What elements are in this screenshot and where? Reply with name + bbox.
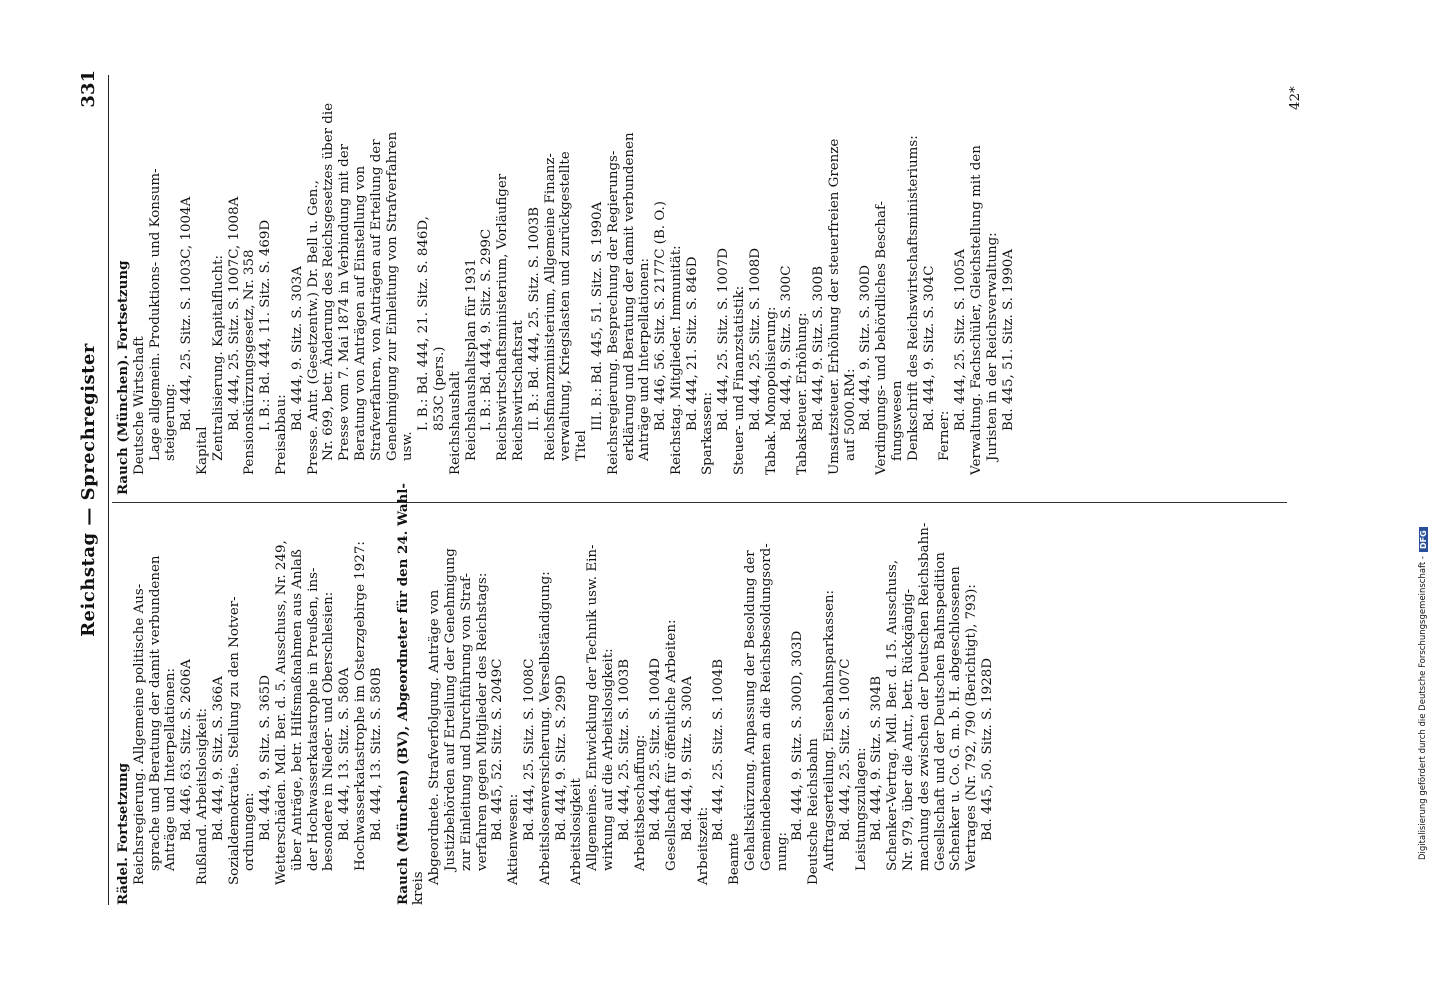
register-line: Bd. 446, 56. Sitz. S. 2177C (B. O.) xyxy=(653,201,669,431)
register-line: II. B.: Bd. 444, 25. Sitz. S. 1003B xyxy=(526,206,542,431)
register-line: Reichshaushaltsplan für 1931 xyxy=(463,258,479,461)
register-line: Reichswirtschaftsrat xyxy=(510,320,526,461)
register-line: Nr. 699, betr. Änderung des Reichsgesetzes über die xyxy=(321,102,337,461)
register-line: Reichsregierung. Besprechung der Regierungs- xyxy=(605,150,621,475)
register-line: Titel xyxy=(574,430,590,461)
register-line: Bd. 444, 25. Sitz. S. 1007C, 1008A xyxy=(226,196,242,431)
register-line: Bd. 444, 9. Sitz. S. 300B xyxy=(811,265,827,431)
register-line: Juristen in der Reichsverwaltung: xyxy=(984,232,1000,461)
register-line: Bd. 444, 9. Sitz. S. 300A xyxy=(679,676,695,841)
register-line: Schenker-Vertrag. Mdl. Ber. d. 15. Ausschuss, xyxy=(885,559,901,871)
register-line: Bd. 444, 25. Sitz. S. 1008C xyxy=(521,658,537,841)
register-line: Bd. 444, 25. Sitz. S. 1003C, 1004A xyxy=(179,196,195,431)
register-line: Denkschrift des Reichswirtschaftsministeriums: xyxy=(905,135,921,461)
register-line: besondere in Nieder- und Oberschlesien: xyxy=(321,591,337,871)
digitization-note xyxy=(1416,160,1430,860)
register-line: Nr. 979, über die Antr., betr. Rückgängig- xyxy=(901,588,917,871)
register-line: Bd. 444, 9. Sitz. S. 366A xyxy=(210,676,226,841)
register-line: Arbeitszeit: xyxy=(695,806,711,885)
register-line: Bd. 444, 25. Sitz. S. 1007D xyxy=(716,248,732,431)
register-line: Gesellschaft und der Deutschen Bahnspedition xyxy=(932,552,948,871)
register-line: Bd. 445, 51. Sitz. S. 1990A xyxy=(1000,249,1016,431)
register-line: sprache und Beratung der damit verbundenen xyxy=(147,555,163,871)
register-line: Anträge und Interpellationen: xyxy=(637,258,653,461)
register-line: machung des zwischen der Deutschen Reichsbahn- xyxy=(916,522,932,871)
register-line: Zentralisierung. Kapitalflucht: xyxy=(210,254,226,461)
register-line: erklärung und Beratung der damit verbundenen xyxy=(621,132,637,461)
register-line: nung: xyxy=(774,832,790,871)
register-line: Presse. Antr. (Gesetzentw.) Dr. Bell u. Gen., xyxy=(305,180,321,475)
register-line: Aktienwesen: xyxy=(506,793,522,885)
register-line: Reichsfinanzministerium, Allgemeine Finanz- xyxy=(542,153,558,461)
register-line: verfahren gegen Mitglieder des Reichstags: xyxy=(474,572,490,871)
left-column xyxy=(115,483,996,905)
register-line: Schenker u. Co. G. m. b. H. abgeschlossenen xyxy=(948,566,964,871)
page-header xyxy=(78,70,108,910)
register-line: Beamte xyxy=(727,833,743,885)
register-line: Umsatzsteuer. Erhöhung der steuerfreien Grenze xyxy=(826,138,842,475)
register-line: Rauch (München). Fortsetzung xyxy=(115,260,131,495)
right-column xyxy=(116,75,1016,495)
register-line: über Anträge, betr. Hilfsmaßnahmen aus Anlaß xyxy=(289,549,305,871)
register-line: fungswesen xyxy=(890,380,906,461)
register-line: Bd. 444, 21. Sitz. S. 846D xyxy=(684,256,700,431)
register-line: Bd. 444, 13. Sitz. S. 580B xyxy=(368,667,384,841)
register-line: auf 5000.RM: xyxy=(842,368,858,461)
register-line: kreis xyxy=(411,871,427,905)
register-line: Beratung von Anträgen auf Einstellung von xyxy=(352,165,368,461)
page-number: 331 xyxy=(78,70,99,108)
register-line: Bd. 444, 9. Sitz. S. 304C xyxy=(921,265,937,431)
register-line: usw. xyxy=(400,431,416,461)
register-line: Bd. 444, 25. Sitz. S. 1003B xyxy=(616,658,632,841)
register-line: Gesellschaft für öffentliche Arbeiten: xyxy=(664,619,680,871)
page-title: Reichstag — Sprechregister xyxy=(78,343,99,637)
register-line: III. B.: Bd. 445, 51. Sitz. S. 1990A xyxy=(589,201,605,431)
register-line: Sozialdemokratie. Stellung zu den Notver- xyxy=(226,596,242,885)
register-line: zur Einleitung und Durchführung von Straf- xyxy=(458,572,474,871)
register-line: Reichsregierung. Allgemeine politische Aus- xyxy=(131,583,147,885)
register-line: Bd. 444, 9. Sitz. S. 300C xyxy=(779,265,795,431)
register-line: Arbeitsbeschaffung: xyxy=(632,734,648,871)
register-line: Bd. 446, 63. Sitz. S. 2606A xyxy=(179,659,195,841)
register-line: der Hochwasserkatastrophe in Preußen, ins- xyxy=(305,567,321,871)
register-line: Bd. 444, 25. Sitz. S. 1004B xyxy=(711,658,727,841)
register-line: Deutsche Wirtschaft xyxy=(131,336,147,475)
register-line: Lage allgemein. Produktions- und Konsum- xyxy=(147,168,163,461)
register-line: Reichswirtschaftsministerium, Vorläufiger xyxy=(495,173,511,461)
register-line: verwaltung, Kriegslasten und zurückgestellte xyxy=(558,151,574,461)
register-line: Tabaksteuer. Erhöhung: xyxy=(795,312,811,475)
register-line: Bd. 444, 9. Sitz. S. 304B xyxy=(869,675,885,841)
register-line: Bd. 444, 13. Sitz. S. 580A xyxy=(337,667,353,841)
register-line: Anträge und Interpellationen: xyxy=(163,668,179,871)
register-line: Bd. 444, 9. Sitz. S. 300D xyxy=(858,265,874,431)
register-line: Bd. 444, 9. Sitz. S. 299D xyxy=(553,675,569,841)
register-line: Reichshaushalt xyxy=(447,371,463,475)
register-line: Bd. 444, 9. Sitz. S. 365D xyxy=(258,675,274,841)
register-line: Gemeindebeamten an die Reichsbesoldungsord- xyxy=(758,543,774,871)
register-line: 853C (pers.) xyxy=(431,346,447,431)
register-line: Hochwasserkatastrophe im Osterzgebirge 1927: xyxy=(352,541,368,871)
register-line: Preisabbau: xyxy=(273,394,289,475)
register-line: Bd. 445, 50. Sitz. S. 1928D xyxy=(980,658,996,841)
register-line: ordnungen: xyxy=(242,792,258,871)
register-line: Vertrages (Nr. 792, 790 (Berichtigt), 793): xyxy=(964,584,980,871)
register-line: Wetterschäden. Mdl. Ber. d. 5. Ausschuss, Nr. 249, xyxy=(273,540,289,885)
register-line: Verdingungs- und behördliches Beschaf- xyxy=(874,200,890,475)
register-line: Justizbehörden auf Erteilung der Genehmigung xyxy=(442,548,458,871)
register-line: Auftragserteilung. Eisenbahnsparkassen: xyxy=(822,589,838,871)
register-line: Leistungszulagen: xyxy=(853,747,869,871)
register-line: Rädel. Fortsetzung xyxy=(115,762,131,905)
register-line: Genehmigung zur Einleitung von Strafverfahren xyxy=(384,131,400,461)
register-line: Kapital xyxy=(194,426,210,475)
register-line: Sparkassen: xyxy=(700,391,716,475)
register-line: steigerung: xyxy=(163,383,179,461)
register-line: I. B.: Bd. 444, 21. Sitz. S. 846D, xyxy=(416,216,432,431)
register-line: wirkung auf die Arbeitslosigkeit: xyxy=(600,648,616,871)
signature-mark: 42* xyxy=(1288,86,1303,110)
digitization-text: Digitalisierung gefördert durch die Deutsche Forschungsgemeinschaft - xyxy=(1418,556,1428,860)
register-line: Gehaltskürzung. Anpassung der Besoldung der xyxy=(743,550,759,871)
register-line: Pensionskürzungsgesetz, Nr. 358 xyxy=(242,249,258,475)
register-line: Bd. 444, 25. Sitz. S. 1008D xyxy=(747,248,763,431)
spacer xyxy=(385,487,396,905)
register-line: Bd. 444, 25. Sitz. S. 1007C xyxy=(837,658,853,841)
register-line: Arbeitslosigkeit xyxy=(569,778,585,885)
register-line: Bd. 445, 52. Sitz. S. 2049C xyxy=(490,658,506,841)
register-line: Reichstag. Mitglieder. Immunität: xyxy=(668,245,684,475)
register-line: Bd. 444, 9. Sitz. S. 300D, 303D xyxy=(790,630,806,841)
register-line: Presse vom 7. Mai 1874 in Verbindung mit der xyxy=(337,143,353,461)
header-rule xyxy=(108,75,109,905)
register-line: Tabak. Monopolisierung: xyxy=(763,306,779,475)
register-line: Allgemeines. Entwicklung der Technik usw. Ein- xyxy=(585,544,601,871)
register-line: Deutsche Reichsbahn xyxy=(806,738,822,885)
register-line: Rauch (München) (BV), Abgeordneter für den 24. Wahl- xyxy=(394,483,411,905)
dfg-logo: DFG xyxy=(1419,527,1428,552)
register-line: Ferner: xyxy=(937,410,953,461)
register-line: Verwaltung. Fachschüler, Gleichstellung mit den xyxy=(969,145,985,475)
register-line: Abgeordnete. Strafverfolgung. Anträge von xyxy=(427,589,443,885)
register-line: Bd. 444, 25. Sitz. S. 1005A xyxy=(953,249,969,431)
register-line: Arbeitslosenversicherung. Verselbständigung: xyxy=(537,571,553,885)
register-line: Strafverfahren, von Anträgen auf Erteilung der xyxy=(368,139,384,461)
register-line: Steuer- und Finanzstatistik: xyxy=(732,285,748,475)
register-line: Rußland. Arbeitslosigkeit: xyxy=(194,707,210,885)
register-line: I. B.: Bd. 444, 9. Sitz. S. 299C xyxy=(479,228,495,431)
register-line: Bd. 444, 9. Sitz. S. 303A xyxy=(289,266,305,431)
register-line: I. B.: Bd. 444, 11. Sitz. S. 469D xyxy=(258,219,274,431)
register-line: Bd. 444, 25. Sitz. S. 1004D xyxy=(648,658,664,841)
